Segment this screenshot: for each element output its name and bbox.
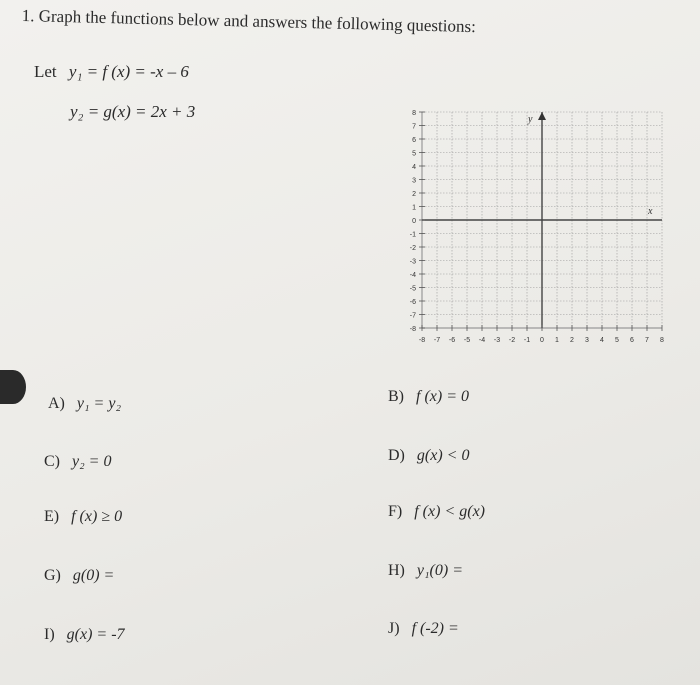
answer-label: A) [48,395,69,412]
x-tick-label: -2 [508,337,516,344]
y-tick-label: -1 [409,231,416,239]
y-axis-label: y [528,114,533,125]
answer-label: B) [388,388,408,405]
answer-label: F) [388,503,407,520]
function-y1: y₁ = f (x) = -x – 6 [68,62,189,81]
y-tick-label: 1 [412,204,416,212]
answer-expression: g(x) = -7 [66,626,125,643]
y-tick-label: 4 [412,164,416,171]
answer-expression: f (-2) = [411,620,459,637]
answer-label: J) [388,620,404,637]
x-tick-label: -3 [493,337,501,344]
x-tick-label: 8 [660,337,664,344]
answer-expression: f (x) = 0 [416,388,469,405]
answer-item-f [388,503,485,521]
y-tick-label: -4 [409,272,416,279]
answer-item-j [388,620,459,638]
x-axis-label: x [648,206,653,217]
answer-item-b [388,388,469,406]
answer-expression: f (x) < g(x) [414,503,485,520]
answer-expression: y₁(0) = [416,562,464,579]
function-y2-line [70,102,195,122]
y-tick-label: 6 [412,137,416,144]
y-tick-labels [410,110,416,333]
y-tick-label: -7 [409,312,416,320]
answer-item-c [44,453,111,471]
answer-expression: y₂ = 0 [72,453,112,470]
y-tick-label: 7 [412,123,416,131]
x-tick-label: 5 [615,337,619,344]
x-tick-label: 0 [540,337,544,344]
answer-item-g [44,567,114,585]
answer-item-h [388,562,463,580]
x-tick-label: -1 [523,337,531,344]
y-tick-label: -3 [409,258,416,266]
answer-label: E) [44,508,64,525]
x-tick-label: 3 [585,337,589,344]
answer-expression: g(x) < 0 [416,447,470,464]
y-tick-label: 3 [412,177,416,185]
x-tick-labels [419,337,664,344]
y-tick-label: 0 [412,218,416,225]
x-tick-label: 6 [630,337,634,344]
answer-label: G) [44,567,65,584]
answer-item-a [48,395,121,413]
question-title: 1. Graph the functions below and answers the following questions: [21,6,477,37]
function-y1-line [34,62,189,82]
answer-expression: y₁ = y₂ [76,395,122,412]
let-word: Let [34,62,57,81]
bullet-mark [0,370,26,404]
x-tick-label: 1 [555,337,559,344]
y-axis-arrow-icon [538,112,546,120]
answer-expression: f (x) ≥ 0 [71,508,123,525]
y-tick-label: 8 [412,110,416,117]
x-tick-label: -5 [463,337,471,344]
x-tick-label: -6 [448,337,456,344]
x-tick-label: 2 [570,337,574,344]
y-tick-label: -5 [409,285,416,293]
answer-label: H) [388,562,409,579]
x-tick-label: 7 [645,337,649,344]
answer-item-d [388,447,469,465]
y-tick-label: 2 [412,191,416,198]
y-tick-label: -8 [409,326,416,333]
x-tick-label: -7 [433,337,441,344]
axes [419,112,662,331]
y-tick-label: -2 [409,245,416,252]
answer-expression: g(0) = [72,567,115,584]
x-tick-label: -4 [478,337,486,344]
answer-item-e [44,508,122,526]
function-y2: y₂ = g(x) = 2x + 3 [70,102,196,121]
y-tick-label: -6 [409,299,416,306]
x-tick-label: 4 [600,337,604,344]
answer-label: I) [44,626,59,643]
answer-item-i [44,626,125,644]
coordinate-grid[interactable] [392,100,682,350]
answer-label: C) [44,453,64,470]
answer-label: D) [388,447,409,464]
x-tick-label: -8 [418,337,426,344]
y-tick-label: 5 [412,150,416,158]
